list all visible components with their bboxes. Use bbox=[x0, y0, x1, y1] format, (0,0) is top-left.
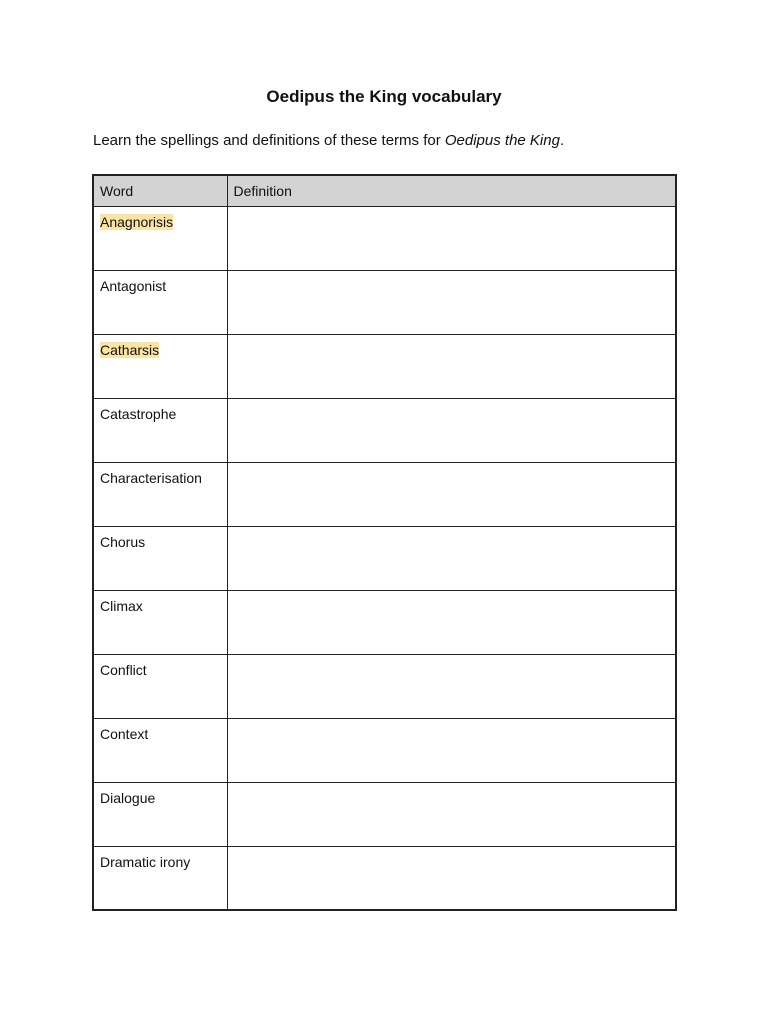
word-cell bbox=[93, 206, 227, 270]
word-cell bbox=[93, 590, 227, 654]
definition-cell[interactable] bbox=[227, 206, 676, 270]
word-cell bbox=[93, 718, 227, 782]
word-cell bbox=[93, 398, 227, 462]
word-text: Conflict bbox=[100, 661, 147, 678]
table-row bbox=[93, 846, 676, 910]
definition-cell[interactable] bbox=[227, 526, 676, 590]
word-cell bbox=[93, 526, 227, 590]
word-text: Characterisation bbox=[100, 469, 202, 486]
definition-cell[interactable] bbox=[227, 718, 676, 782]
definition-cell[interactable] bbox=[227, 334, 676, 398]
word-text: Catastrophe bbox=[100, 405, 177, 422]
page-title: Oedipus the King vocabulary bbox=[266, 87, 502, 106]
column-header-definition: Definition bbox=[227, 175, 676, 206]
highlighted-word-text: Catharsis bbox=[100, 341, 160, 358]
word-text: Antagonist bbox=[100, 277, 167, 294]
definition-cell[interactable] bbox=[227, 846, 676, 910]
intro-prefix: Learn the spellings and definitions of these terms for bbox=[93, 132, 445, 149]
word-text: Dialogue bbox=[100, 789, 156, 806]
table-row bbox=[93, 398, 676, 462]
definition-cell[interactable] bbox=[227, 782, 676, 846]
table-row bbox=[93, 526, 676, 590]
table-row bbox=[93, 718, 676, 782]
table-row bbox=[93, 590, 676, 654]
word-cell bbox=[93, 270, 227, 334]
word-cell bbox=[93, 334, 227, 398]
table-row bbox=[93, 206, 676, 270]
word-text: Context bbox=[100, 725, 149, 742]
intro-suffix: . bbox=[559, 132, 565, 149]
intro-text bbox=[93, 131, 564, 151]
definition-cell[interactable] bbox=[227, 398, 676, 462]
word-cell bbox=[93, 654, 227, 718]
definition-cell[interactable] bbox=[227, 462, 676, 526]
word-text: Climax bbox=[100, 597, 143, 614]
definition-cell[interactable] bbox=[227, 654, 676, 718]
column-header-word: Word bbox=[93, 175, 227, 206]
intro-italic-title: Oedipus the King bbox=[444, 132, 560, 149]
highlighted-word-text: Anagnorisis bbox=[100, 213, 174, 230]
table-header-row bbox=[93, 175, 676, 206]
word-text: Chorus bbox=[100, 533, 146, 550]
table-row bbox=[93, 270, 676, 334]
table-row bbox=[93, 782, 676, 846]
table-row bbox=[93, 654, 676, 718]
table-row bbox=[93, 462, 676, 526]
definition-cell[interactable] bbox=[227, 270, 676, 334]
definition-cell[interactable] bbox=[227, 590, 676, 654]
table-row bbox=[93, 334, 676, 398]
word-text: Dramatic irony bbox=[100, 853, 191, 870]
word-cell bbox=[93, 846, 227, 910]
word-cell bbox=[93, 782, 227, 846]
vocabulary-table-body bbox=[93, 206, 676, 910]
vocabulary-table bbox=[92, 174, 677, 911]
word-cell bbox=[93, 462, 227, 526]
